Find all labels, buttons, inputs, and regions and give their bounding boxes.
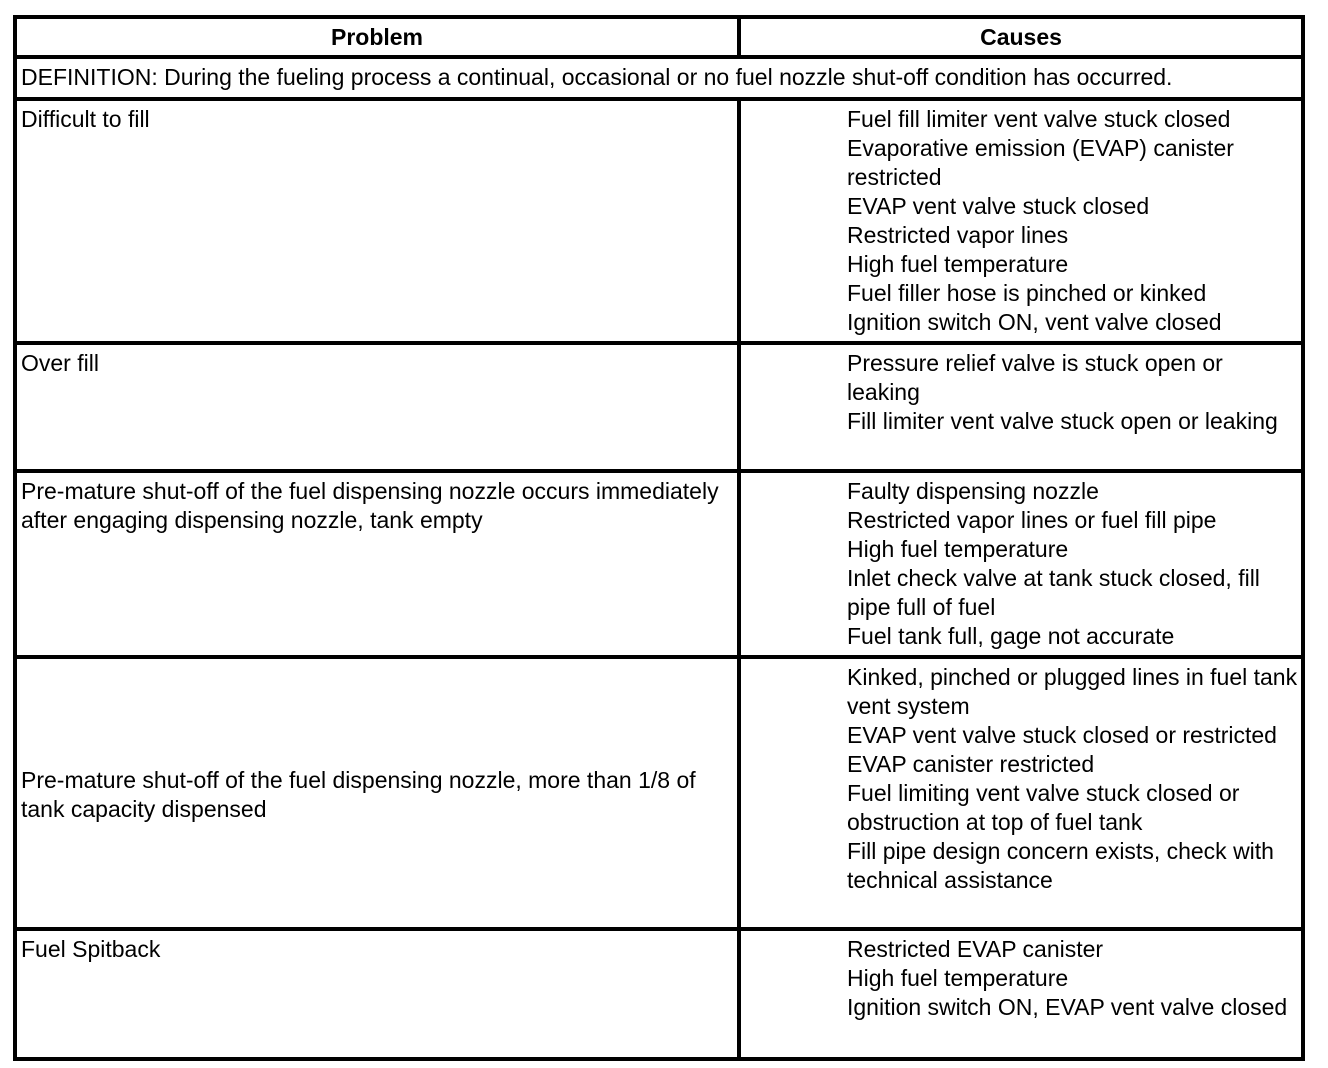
cause-item: Fuel filler hose is pinched or kinked [847, 280, 1207, 306]
causes-column-header: Causes [739, 17, 1303, 57]
cause-item: High fuel temperature [847, 965, 1069, 991]
cause-item: Fuel tank full, gage not accurate [847, 623, 1175, 649]
problem-column-header: Problem [15, 17, 739, 57]
cause-item: Fuel limiting vent valve stuck closed or obstruction at top of fuel tank [847, 780, 1240, 835]
cause-item: Evaporative emission (EVAP) canister restricted [847, 135, 1234, 190]
cause-item: Restricted vapor lines or fuel fill pipe [847, 507, 1217, 533]
causes-cell [739, 929, 1303, 1059]
table-row [15, 657, 1303, 929]
cause-item: High fuel temperature [847, 251, 1069, 277]
definition-text: DEFINITION: During the fueling process a continual, occasional or no fuel nozzle shut-off condition has occurred. [15, 57, 1303, 99]
causes-cell [739, 343, 1303, 471]
cause-item: Restricted vapor lines [847, 222, 1069, 248]
problem-cell: Over fill [15, 343, 739, 471]
cause-item: High fuel temperature [847, 536, 1069, 562]
header-row [15, 17, 1303, 57]
cause-item: EVAP vent valve stuck closed or restricted [847, 722, 1277, 748]
table-row [15, 99, 1303, 343]
problem-cell: Pre-mature shut-off of the fuel dispensing nozzle, more than 1/8 of tank capacity dispensed [15, 657, 739, 929]
cause-item: Kinked, pinched or plugged lines in fuel tank vent system [847, 664, 1298, 719]
problem-cell: Difficult to fill [15, 99, 739, 343]
cause-item: Fill limiter vent valve stuck open or leaking [847, 408, 1278, 434]
problem-cell: Pre-mature shut-off of the fuel dispensing nozzle occurs immediately after engaging dispensing nozzle, tank empty [15, 471, 739, 657]
causes-cell [739, 99, 1303, 343]
cause-item: EVAP vent valve stuck closed [847, 193, 1150, 219]
cause-item: EVAP canister restricted [847, 751, 1095, 777]
causes-cell [739, 471, 1303, 657]
cause-item: Faulty dispensing nozzle [847, 478, 1099, 504]
table-row [15, 343, 1303, 471]
cause-item: Ignition switch ON, vent valve closed [847, 309, 1222, 335]
diagnostic-table [13, 15, 1305, 1061]
cause-item: Fuel fill limiter vent valve stuck closed [847, 106, 1231, 132]
cause-item: Restricted EVAP canister [847, 936, 1104, 962]
cause-item: Pressure relief valve is stuck open or leaking [847, 350, 1223, 405]
cause-item: Ignition switch ON, EVAP vent valve closed [847, 994, 1288, 1020]
table-row [15, 929, 1303, 1059]
problem-cell: Fuel Spitback [15, 929, 739, 1059]
causes-cell [739, 657, 1303, 929]
cause-item: Fill pipe design concern exists, check with technical assistance [847, 838, 1274, 893]
definition-row [15, 57, 1303, 99]
table-row [15, 471, 1303, 657]
cause-item: Inlet check valve at tank stuck closed, fill pipe full of fuel [847, 565, 1260, 620]
